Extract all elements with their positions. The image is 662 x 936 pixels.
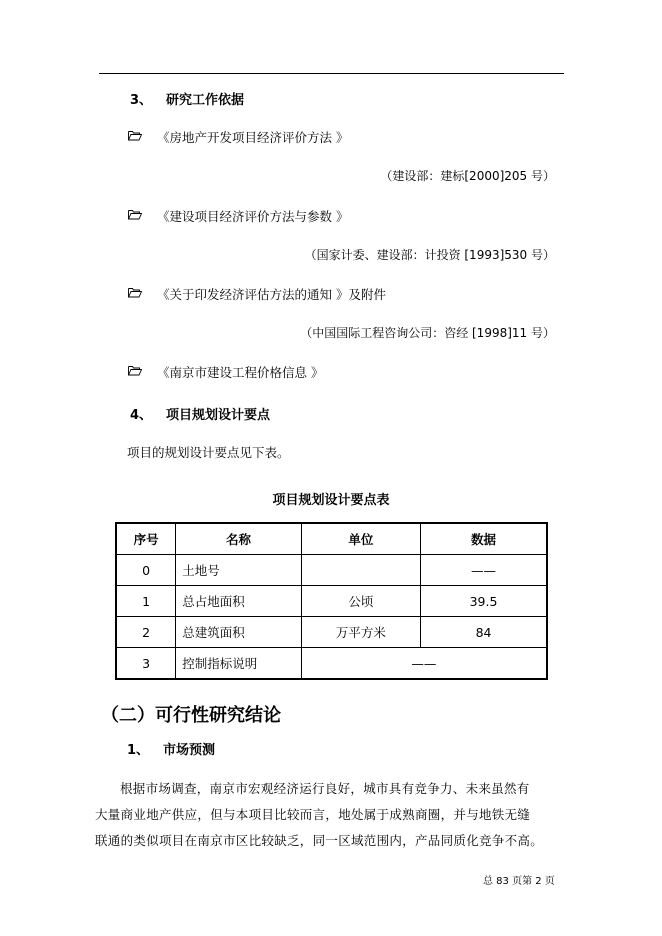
header-cell: 序号 bbox=[116, 523, 176, 555]
header-cell: 名称 bbox=[176, 523, 301, 555]
row-merged-value: —— bbox=[301, 648, 547, 680]
open-folder-icon bbox=[128, 287, 142, 298]
row-unit bbox=[301, 555, 420, 586]
chapter-2-heading: （二）可行性研究结论 bbox=[101, 705, 281, 726]
row-number: 3 bbox=[116, 648, 176, 680]
row-name: 土地号 bbox=[176, 555, 301, 586]
section-3-heading bbox=[130, 89, 244, 108]
section-4-heading bbox=[130, 404, 270, 423]
open-folder-icon bbox=[128, 130, 142, 141]
section-4-number: 4、 bbox=[130, 408, 153, 423]
row-value: 84 bbox=[421, 617, 547, 648]
page-footer: 总 83 页第 2 页 bbox=[483, 876, 555, 887]
table-row bbox=[116, 648, 547, 680]
reference-title: 《关于印发经济评估方法的通知 》及附件 bbox=[157, 287, 386, 302]
section-4-text: 项目的规划设计要点见下表。 bbox=[127, 445, 290, 460]
section-1-number: 1、 bbox=[127, 743, 150, 758]
reference-title: 《南京市建设工程价格信息 》 bbox=[157, 365, 324, 380]
header-cell: 数据 bbox=[421, 523, 547, 555]
section-1-title: 市场预测 bbox=[163, 743, 216, 758]
reference-citation: （国家计委、建设部：计投资 [1993]530 号） bbox=[304, 248, 555, 262]
section-1-heading bbox=[127, 739, 215, 758]
planning-table bbox=[115, 522, 548, 680]
header-rule bbox=[99, 73, 564, 74]
paragraph-line: 大量商业地产供应，但与本项目比较而言，地处属于成熟商圈，并与地铁无缝 bbox=[95, 807, 531, 822]
table-row bbox=[116, 617, 547, 648]
table-row bbox=[116, 586, 547, 617]
reference-title: 《房地产开发项目经济评价方法 》 bbox=[157, 130, 349, 145]
row-name: 总占地面积 bbox=[176, 586, 301, 617]
row-number: 1 bbox=[116, 586, 176, 617]
row-unit: 公顷 bbox=[301, 586, 420, 617]
row-name: 总建筑面积 bbox=[176, 617, 301, 648]
row-value: 39.5 bbox=[421, 586, 547, 617]
paragraph-line: 根据市场调查，南京市宏观经济运行良好，城市具有竞争力、未来虽然有 bbox=[120, 781, 530, 796]
section-4-title: 项目规划设计要点 bbox=[166, 408, 271, 423]
table-title: 项目规划设计要点表 bbox=[272, 493, 390, 508]
table-header-row bbox=[116, 523, 547, 555]
reference-citation: （中国国际工程咨询公司：咨经 [1998]11 号） bbox=[300, 326, 555, 340]
row-unit: 万平方米 bbox=[301, 617, 420, 648]
reference-citation: （建设部：建标[2000]205 号） bbox=[380, 169, 555, 183]
paragraph-line: 联通的类似项目在南京市区比较缺乏，同一区域范围内，产品同质化竞争不高。 bbox=[95, 833, 544, 848]
header-cell: 单位 bbox=[301, 523, 420, 555]
row-number: 2 bbox=[116, 617, 176, 648]
section-3-title: 研究工作依据 bbox=[166, 93, 245, 108]
table-row bbox=[116, 555, 547, 586]
row-value: —— bbox=[421, 555, 547, 586]
section-3-number: 3、 bbox=[130, 93, 153, 108]
open-folder-icon bbox=[128, 365, 142, 376]
row-number: 0 bbox=[116, 555, 176, 586]
open-folder-icon bbox=[128, 209, 142, 220]
row-name: 控制指标说明 bbox=[176, 648, 301, 680]
reference-title: 《建设项目经济评价方法与参数 》 bbox=[157, 209, 349, 224]
